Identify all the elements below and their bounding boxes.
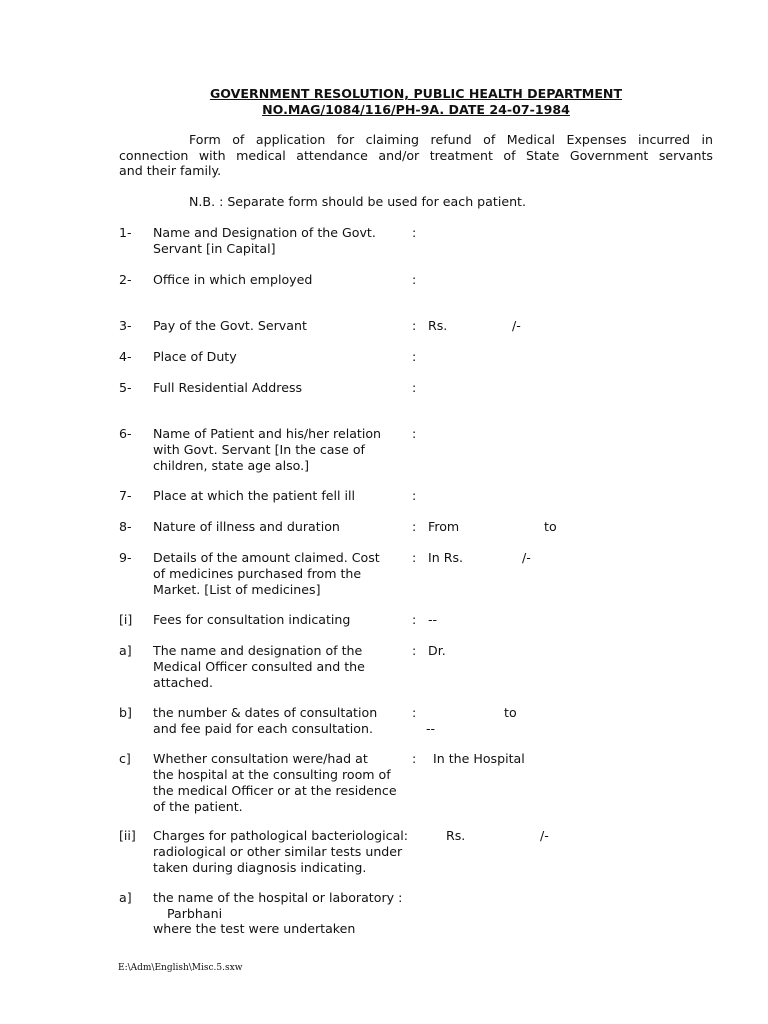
item-5-label: Full Residential Address <box>153 380 303 395</box>
item-i-label: Fees for consultation indicating <box>153 612 351 627</box>
item-b-label: the number & dates of consultation <box>153 705 378 720</box>
item-i-colon: : <box>412 612 417 627</box>
item-ii-label-cont2: taken during diagnosis indicating. <box>153 860 367 875</box>
item-c-colon: : <box>412 751 417 766</box>
item-b-value: to <box>504 705 517 720</box>
item-9-label-cont2: Market. [List of medicines] <box>153 582 321 597</box>
item-5-colon: : <box>412 380 417 395</box>
item-ii-a-label-cont: where the test were undertaken <box>153 921 356 936</box>
item-4-number: 4- <box>119 349 132 364</box>
item-1-label-cont: Servant [in Capital] <box>153 241 276 256</box>
item-c-label-cont: the hospital at the consulting room of <box>153 767 391 782</box>
item-7-number: 7- <box>119 488 132 503</box>
item-8-colon: : <box>412 519 417 534</box>
item-5-number: 5- <box>119 380 132 395</box>
item-i-value: -- <box>428 612 438 627</box>
item-c-value: In the Hospital <box>433 751 525 766</box>
item-8-to: to <box>544 519 557 534</box>
item-b-colon: : <box>412 705 417 720</box>
item-b-number: b] <box>119 705 132 720</box>
item-3-label: Pay of the Govt. Servant <box>153 318 307 333</box>
intro-line-1: Form of application for claiming refund of Medical Expenses incurred in <box>189 132 713 147</box>
item-c-number: c] <box>119 751 131 766</box>
item-ii-label-cont: radiological or other similar tests under <box>153 844 403 859</box>
item-6-number: 6- <box>119 426 132 441</box>
item-7-label: Place at which the patient fell ill <box>153 488 356 503</box>
item-ii-a-value: Parbhani <box>167 906 223 921</box>
item-c-label-cont2: the medical Officer or at the residence <box>153 783 397 798</box>
item-c-label-cont3: of the patient. <box>153 799 243 814</box>
item-b-value-line2: -- <box>426 721 436 736</box>
item-6-colon: : <box>412 426 417 441</box>
intro-line-3: and their family. <box>119 163 222 179</box>
item-a-number: a] <box>119 643 132 658</box>
item-2-label: Office in which employed <box>153 272 313 287</box>
item-ii-a-label: the name of the hospital or laboratory : <box>153 890 403 905</box>
resolution-number: NO.MAG/1084/116/PH-9A. DATE 24-07-1984 <box>262 102 570 117</box>
item-9-label: Details of the amount claimed. Cost <box>153 550 380 565</box>
item-1-label: Name and Designation of the Govt. <box>153 225 376 240</box>
item-ii-a-number: a] <box>119 890 132 905</box>
item-3-colon: : <box>412 318 417 333</box>
item-8-from: From <box>428 519 460 534</box>
item-6-label-cont2: children, state age also.] <box>153 458 310 473</box>
item-a-colon: : <box>412 643 417 658</box>
item-7-colon: : <box>412 488 417 503</box>
intro-line-2: connection with medical attendance and/or treatment of State Government servants <box>119 147 713 163</box>
item-9-number: 9- <box>119 550 132 565</box>
item-9-colon: : <box>412 550 417 565</box>
item-1-colon: : <box>412 225 417 240</box>
item-9-label-cont: of medicines purchased from the <box>153 566 362 581</box>
item-6-label-cont: with Govt. Servant [In the case of <box>153 442 365 457</box>
note-text: N.B. : Separate form should be used for each patient. <box>189 194 526 209</box>
item-b-label-cont: and fee paid for each consultation. <box>153 721 373 736</box>
item-2-colon: : <box>412 272 417 287</box>
item-a-label: The name and designation of the <box>153 643 363 658</box>
item-6-label: Name of Patient and his/her relation <box>153 426 382 441</box>
item-1-number: 1- <box>119 225 132 240</box>
file-path-footer: E:\Adm\English\Misc.5.sxw <box>118 963 243 973</box>
item-2-number: 2- <box>119 272 132 287</box>
item-4-label: Place of Duty <box>153 349 237 364</box>
item-3-number: 3- <box>119 318 132 333</box>
item-ii-number: [ii] <box>119 828 136 843</box>
item-a-value: Dr. <box>428 643 446 658</box>
item-9-value-suffix: /- <box>522 550 531 565</box>
item-3-value-suffix: /- <box>512 318 521 333</box>
item-8-label: Nature of illness and duration <box>153 519 340 534</box>
item-4-colon: : <box>412 349 417 364</box>
item-c-label: Whether consultation were/had at <box>153 751 368 766</box>
item-8-number: 8- <box>119 519 132 534</box>
item-ii-label: Charges for pathological bacteriological: <box>153 828 409 843</box>
item-a-label-cont2: attached. <box>153 675 213 690</box>
item-a-label-cont: Medical Officer consulted and the <box>153 659 365 674</box>
resolution-title: GOVERNMENT RESOLUTION, PUBLIC HEALTH DEPARTMENT <box>209 86 623 101</box>
item-i-number: [i] <box>119 612 133 627</box>
item-3-value: Rs. <box>428 318 448 333</box>
item-ii-value-suffix: /- <box>540 828 549 843</box>
item-ii-value: Rs. <box>446 828 466 843</box>
intro-paragraph <box>119 132 713 179</box>
item-9-value: In Rs. <box>428 550 464 565</box>
